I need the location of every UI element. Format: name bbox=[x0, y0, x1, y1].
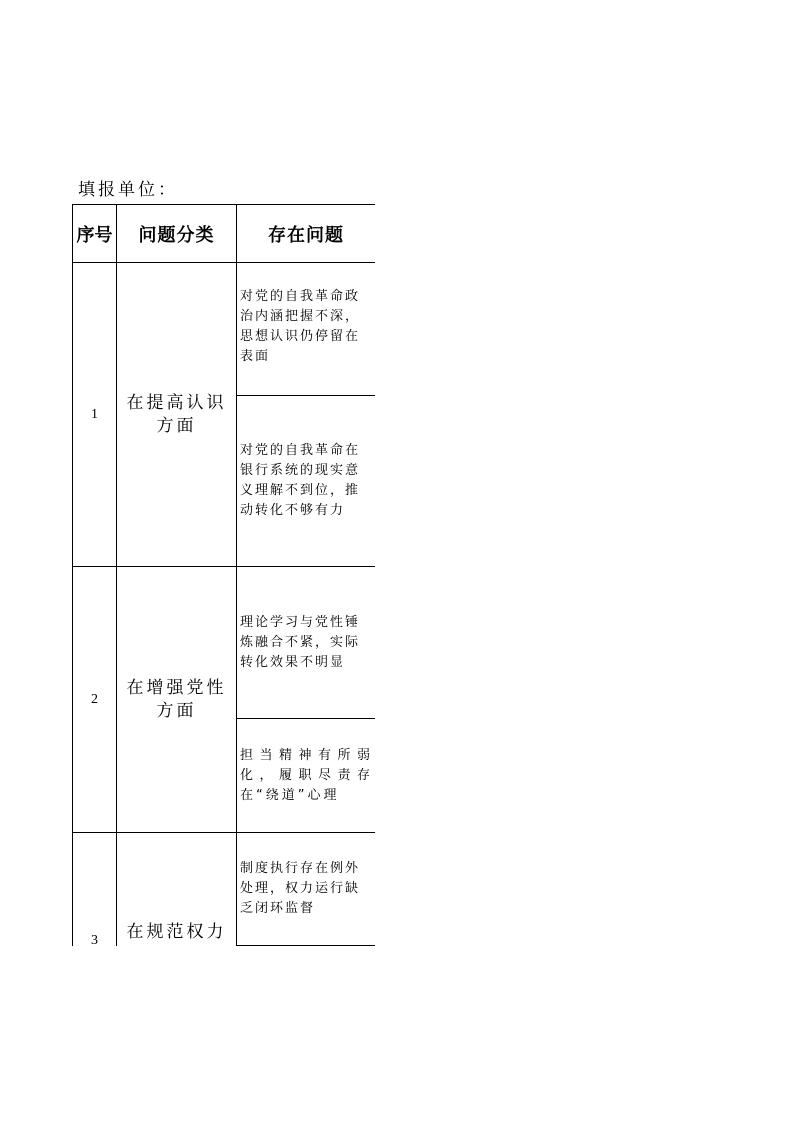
table-row bbox=[73, 833, 376, 947]
header-id: 序号 bbox=[73, 205, 117, 263]
row-id: 1 bbox=[73, 263, 117, 567]
header-issue: 存在问题 bbox=[237, 205, 376, 263]
row-issue: 对党的自我革命政治内涵把握不深，思想认识仍停留在表面 bbox=[237, 263, 376, 396]
row-issue: 对党的自我革命在银行系统的现实意义理解不到位，推动转化不够有力 bbox=[237, 396, 376, 567]
table-row bbox=[73, 567, 376, 719]
row-id: 2 bbox=[73, 567, 117, 833]
row-category: 在规范权力 bbox=[117, 833, 237, 947]
row-category: 在增强党性方面 bbox=[117, 567, 237, 833]
row-issue: 担当精神有所弱化，履职尽责存在“绕道”心理 bbox=[237, 719, 376, 833]
row-id: 3 bbox=[73, 833, 117, 947]
row-issue: 制度执行存在例外处理，权力运行缺乏闭环监督 bbox=[237, 833, 376, 947]
table-header-row bbox=[73, 205, 376, 263]
issues-table-container bbox=[72, 204, 375, 946]
page-cut-line bbox=[236, 945, 375, 946]
issues-table bbox=[72, 204, 375, 946]
row-category: 在提高认识方面 bbox=[117, 263, 237, 567]
reporting-unit-label: 填报单位： bbox=[78, 180, 178, 200]
row-issue: 理论学习与党性锤炼融合不紧，实际转化效果不明显 bbox=[237, 567, 376, 719]
table-row bbox=[73, 263, 376, 396]
header-category: 问题分类 bbox=[117, 205, 237, 263]
